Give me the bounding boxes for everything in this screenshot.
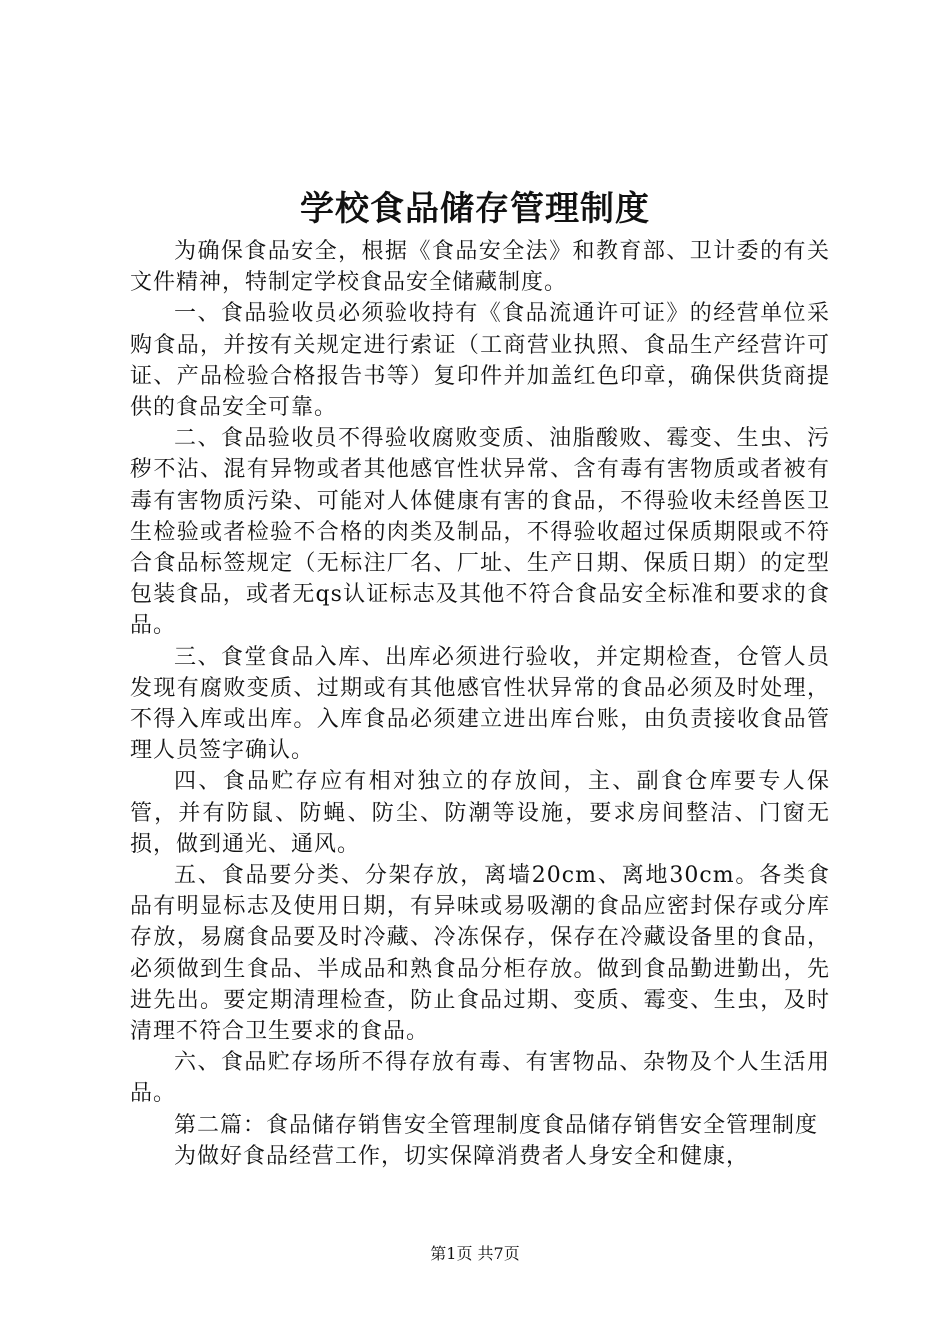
paragraph-2: 二、食品验收员不得验收腐败变质、油脂酸败、霉变、生虫、污秽不沾、混有异物或者其他感官性状异常、含有毒有害物质或者被有毒有害物质污染、可能对人体健康有害的食品，不得验收未经兽医卫生检验或者检验不合格的肉类及制品，不得验收超过保质期限或不符合食品标签规定（无标注厂名、厂址、生产日期、保质日期）的定型包装食品，或者无qs认证标志及其他不符合食品安全标准和要求的食品。 (130, 426, 830, 639)
paragraph-section-two-intro: 为做好食品经营工作，切实保障消费者人身安全和健康， (174, 1143, 750, 1169)
paragraph-1: 一、食品验收员必须验收持有《食品流通许可证》的经营单位采购食品，并按有关规定进行索证（工商营业执照、食品生产经营许可证、产品检验合格报告书等）复印件并加盖红色印章，确保供货商提供的食品安全可靠。 (130, 301, 830, 421)
paragraph-intro: 为确保食品安全，根据《食品安全法》和教育部、卫计委的有关文件精神，特制定学校食品安全储藏制度。 (130, 239, 830, 296)
document-title: 学校食品储存管理制度 (300, 189, 650, 229)
paragraph-5: 五、食品要分类、分架存放，离墙20cm、离地30cm。各类食品有明显标志及使用日期，有异味或易吸潮的食品应密封保存或分库存放，易腐食品要及时冷藏、冷冻保存，保存在冷藏设备里的食品，必须做到生食品、半成品和熟食品分柜存放。做到食品勤进勤出，先进先出。要定期清理检查，防止食品过期、变质、霉变、生虫，及时清理不符合卫生要求的食品。 (130, 863, 830, 1045)
paragraph-3: 三、食堂食品入库、出库必须进行验收，并定期检查，仓管人员发现有腐败变质、过期或有其他感官性状异常的食品必须及时处理，不得入库或出库。入库食品必须建立进出库台账，由负责接收食品管理人员签字确认。 (130, 644, 830, 764)
paragraph-6: 六、食品贮存场所不得存放有毒、有害物品、杂物及个人生活用品。 (130, 1050, 830, 1107)
paragraph-4: 四、食品贮存应有相对独立的存放间，主、副食仓库要专人保管，并有防鼠、防蝇、防尘、防潮等设施，要求房间整洁、门窗无损，做到通光、通风。 (130, 769, 830, 857)
paragraph-section-two-heading: 第二篇：食品储存销售安全管理制度食品储存销售安全管理制度 (174, 1112, 819, 1138)
document-body (130, 236, 830, 1172)
page-number: 第1页 共7页 (430, 1244, 520, 1263)
